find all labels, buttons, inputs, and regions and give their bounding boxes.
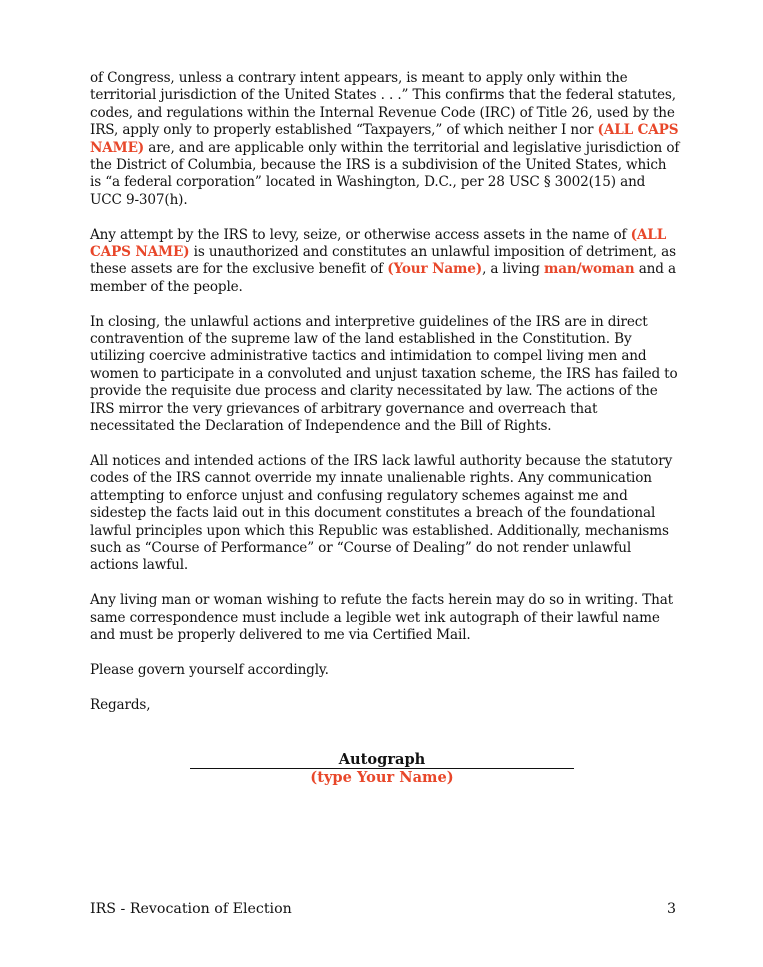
placeholder-all-caps-name: (ALL CAPS NAME) <box>90 122 679 156</box>
paragraph-text: , a living <box>482 261 540 278</box>
paragraph-notices: All notices and intended actions of the IRS lack lawful authority because the statutory codes of the IRS cannot override my innate unalienable rights. Any communication attempting to enforce unjust and confusing regulatory schemes against me and sidestep the facts laid out in this document constitutes a breach of the foundational lawful principles upon which this Republic was established. Additionally, mechanisms such as “Course of Performance” or “Course of Dealing” do not render unlawful actions lawful. <box>90 452 673 574</box>
paragraph-closing: In closing, the unlawful actions and interpretive guidelines of the IRS are in direct contravention of the supreme law of the land established in the Constitution. By utilizing coercive administrative tactics and intimidation to compel living men and women to participate in a convoluted and unjust taxation scheme, the IRS has failed to provide the requisite due process and clarity necessitated by law. The actions of the IRS mirror the very grievances of arbitrary governance and overreach that necessitated the Declaration of Independence and the Bill of Rights. <box>90 313 678 435</box>
footer-title: IRS - Revocation of Election <box>90 901 292 917</box>
page-footer <box>90 900 676 918</box>
paragraph-text: and a member of the people. <box>90 261 676 295</box>
placeholder-man-woman: man/woman <box>543 261 635 278</box>
closing-regards: Regards, <box>90 696 151 713</box>
paragraph-refute: Any living man or woman wishing to refute the facts herein may do so in writing. That same correspondence must include a legible wet ink autograph of their lawful name and must be properly delivered to me via Certified Mail. <box>90 592 673 643</box>
placeholder-your-name: (Your Name) <box>387 261 483 278</box>
paragraph-assets <box>90 227 680 297</box>
paragraph-text: are, and are applicable only within the territorial and legislative jurisdiction of the District of Columbia, because the IRS is a subdivision of the United States, which is “a federal corporation” located in Washington, D.C., per 28 USC § 3002(15) and UCC 9-307(h). <box>90 139 680 208</box>
paragraph-text: of Congress, unless a contrary intent appears, is meant to apply only within the territorial jurisdiction of the United States . . .” This confirms that the federal statutes, codes, and regulations within the Internal Revenue Code (IRC) of Title 26, used by the IRS, apply only to properly established “Taxpayers,” of which neither I nor <box>90 70 676 139</box>
document-body <box>90 70 680 731</box>
paragraph-govern: Please govern yourself accordingly. <box>90 661 329 678</box>
page-number: 3 <box>666 901 676 917</box>
paragraph-text: Any attempt by the IRS to levy, seize, or otherwise access assets in the name of <box>90 226 627 243</box>
autograph-label: Autograph <box>338 751 426 768</box>
paragraph-jurisdiction <box>90 70 680 209</box>
signature-block <box>190 752 574 787</box>
placeholder-all-caps-name: (ALL CAPS NAME) <box>90 226 667 261</box>
paragraph-text: is unauthorized and constitutes an unlawful imposition of detriment, as these assets are for the exclusive benefit of <box>90 244 676 278</box>
placeholder-type-your-name: (type Your Name) <box>310 769 454 786</box>
